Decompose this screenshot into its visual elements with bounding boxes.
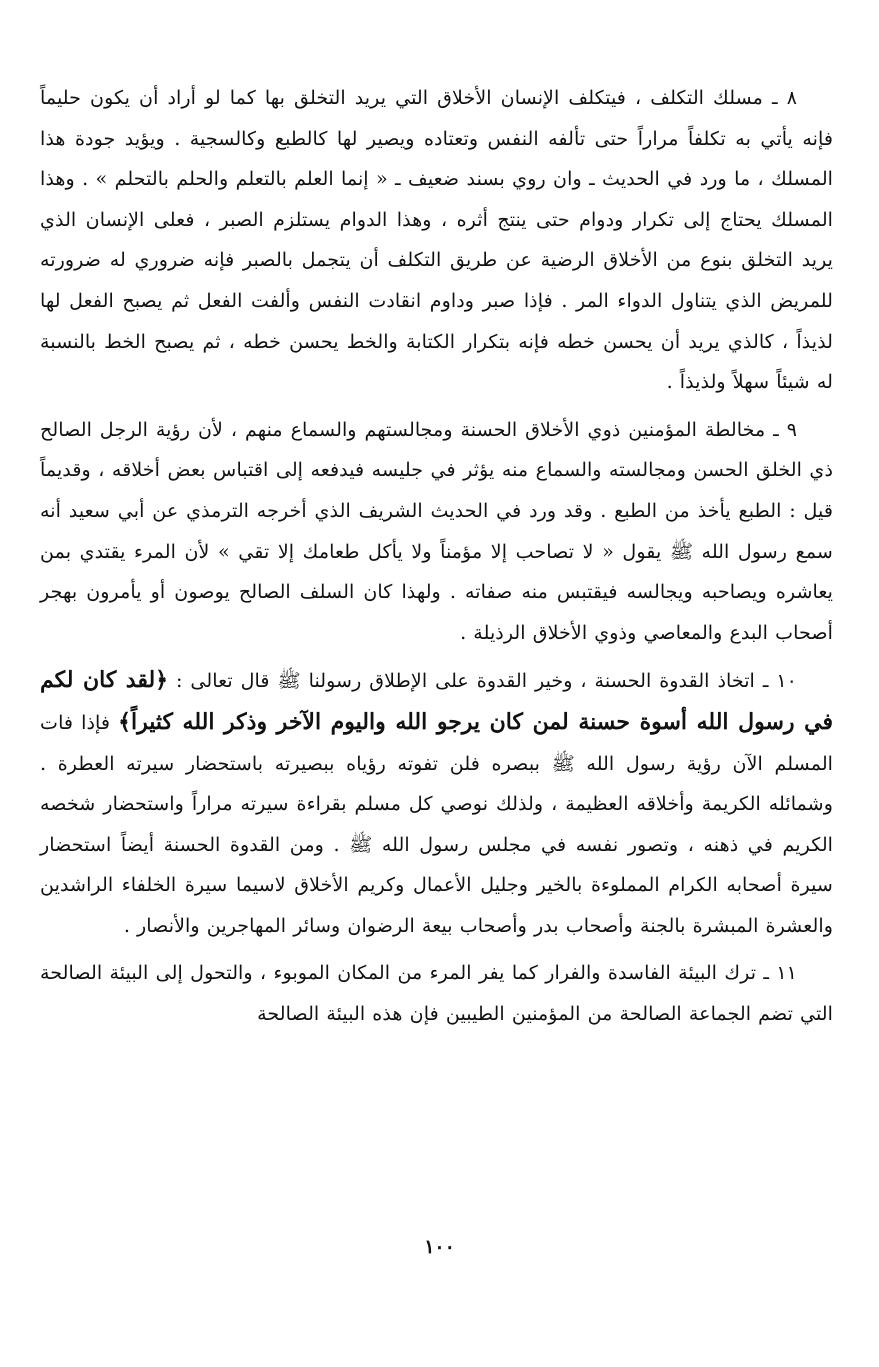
paragraph-text-intro: ١٠ ـ اتخاذ القدوة الحسنة ، وخير القدوة على الإطلاق رسولنا ﷺ قال تعالى :: [176, 669, 797, 693]
paragraph-text-continuation: فإذا فات المسلم الآن رؤية رسول الله ﷺ ببصره فلن تفوته رؤياه ببصيرته باستحضار سيرته العطرة . وشمائله الكريمة وأخلاقه العظيمة ، ولذلك نوصي كل مسلم بقراءة سيرته مراراً واستحضار شخصه الكريم في ذهنه ، وتصور نفسه في مجلس رسول الله ﷺ . ومن القدوة الحسنة أيضاً استحضار سيرة أصحابه الكرام المملوءة بالخير وجليل الأعمال وكريم الأخلاق لاسيما سيرة الخلفاء الراشدين والعشرة المبشرة بالجنة وأصحاب بدر وأصحاب بيعة الرضوان وسائر المهاجرين والأنصار .: [40, 710, 833, 937]
paragraph-item-9: [40, 410, 833, 654]
paragraph-text: ١١ ـ ترك البيئة الفاسدة والفرار كما يفر المرء من المكان الموبوء ، والتحول إلى البيئة الصالحة التي تضم الجماعة الصالحة من المؤمنين الطيبين فإن هذه البيئة الصالحة: [40, 961, 833, 1026]
paragraph-text: ٩ ـ مخالطة المؤمنين ذوي الأخلاق الحسنة ومجالستهم والسماع منهم ، لأن رؤية الرجل الصالح ذي الخلق الحسن ومجالسته والسماع منه يؤثر في جليسه فيدفعه إلى اقتباس بعض أخلاقه ، وقديماً قيل : الطبع يأخذ من الطبع . وقد ورد في الحديث الشريف الذي أخرجه الترمذي عن أبي سعيد أنه سمع رسول الله ﷺ يقول « لا تصاحب إلا مؤمناً ولا يأكل طعامك إلا تقي » لأن المرء يقتدي بمن يعاشره ويصاحبه ويجالسه فيقتبس منه صفاته . ولهذا كان السلف الصالح يوصون أو يأمرون بهجر أصحاب البدع والمعاصي وذوي الأخلاق الرذيلة .: [40, 417, 833, 644]
book-page: [40, 78, 833, 1318]
paragraph-item-11: [40, 953, 833, 1034]
quran-verse: ﴿لقد كان لكم في رسول الله أسوة حسنة لمن كان يرجو الله واليوم الآخر وذكر الله كثيراً﴾: [40, 667, 833, 735]
paragraph-item-8: [40, 78, 833, 403]
paragraph-item-10: [40, 660, 833, 946]
paragraph-text: ٨ ـ مسلك التكلف ، فيتكلف الإنسان الأخلاق التي يريد التخلق بها كما لو أراد أن يكون حليماً فإنه يأتي به تكلفاً مراراً حتى تألفه النفس وتعتاده ويصير لها كالطبع وكالسجية . ويؤيد جودة هذا المسلك ، ما ورد في الحديث ـ وان روي بسند ضعيف ـ « إنما العلم بالتعلم والحلم بالتحلم » . وهذا المسلك يحتاج إلى تكرار ودوام حتى ينتج أثره ، وهذا الدوام يستلزم الصبر ، فعلى الإنسان الذي يريد التخلق بنوع من الأخلاق الرضية عن طريق التكلف أن يتجمل بالصبر فإنه ضروري له ضرورته للمريض الذي يتناول الدواء المر . فإذا صبر وداوم انقادت النفس وألفت الفعل ثم يصبح الفعل لها لذيذاً ، كالذي يريد أن يحسن خطه فإنه بتكرار الكتابة والخط يحسن خطه ، ثم يصبح الخط بالنسبة له شيئاً سهلاً ولذيذاً .: [40, 86, 833, 394]
page-number: ١٠٠: [424, 1236, 455, 1258]
